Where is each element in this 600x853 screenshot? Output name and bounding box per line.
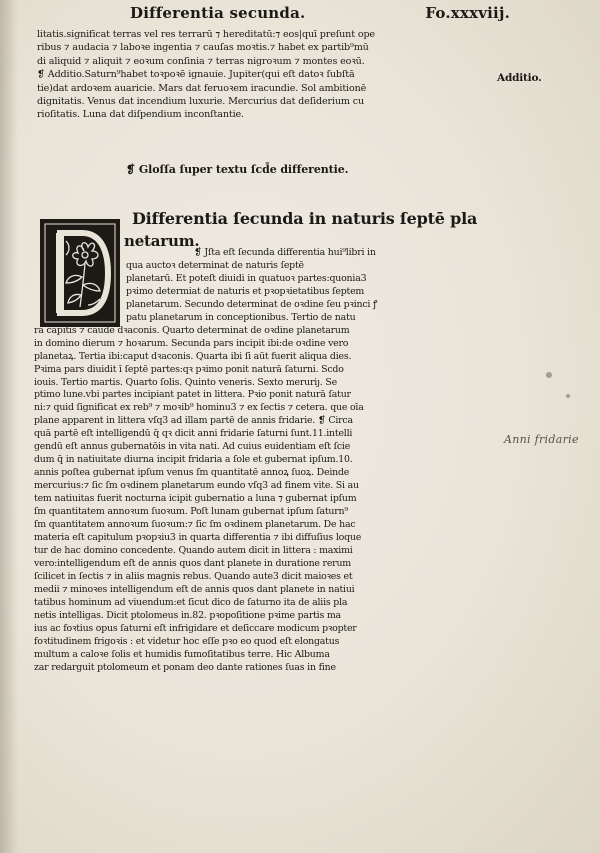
text-line: rioſitatis. Luna dat diſpendium inconſtantie. (37, 109, 244, 121)
text-line: ❡ Jſta eſt ſecunda differentia hui⁹libri in (194, 247, 376, 258)
text-line: mercurius:⁊ ſic ſm oꝛdinem planetarum eundo vſq3 ad finem vite. Si au (34, 480, 359, 492)
chapter-heading-line-1: Differentia ſecunda in naturis ſeptē pla (132, 209, 478, 228)
text-line: pꝛimo determiat de naturis et pꝛopꝛietatibus ſeptem (126, 285, 365, 297)
text-line: di aliquid ⁊ aliquit ⁊ eoꝛum conſinia ⁊ terras nigroꝛum ⁊ montes eoꝛū. (37, 55, 365, 67)
text-line: materia eſt capitulum pꝛopꝛiu3 in quarta differentia ⁊ ibi diffuſius loque (34, 531, 362, 543)
text-line: ſm quantitatem annoꝛum ſuoꝛum. Poſt lunam gubernat ipſum ſaturn⁹ (34, 506, 348, 518)
text-line: tem natiuitas fuerit nocturna icipit gubernatio a luna ⁊ gubernat ipſum (34, 493, 357, 505)
text-line: ni:⁊ quid ſignificat ex reb⁹ ⁊ moꝛib⁹ hominu3 ⁊ ex ſectis ⁊ cetera. que oīa (34, 402, 364, 414)
text-line: medii ⁊ minoꝛes intelligendum eſt de annis quos dant planete in natiui (34, 583, 355, 595)
text-line: iouis. Tertio martis. Quarto ſolis. Quinto veneris. Sexto meruriȷ. Se (34, 376, 337, 388)
text-line: tur de hac domino concedente. Quando autem dicit in littera : maximi (34, 544, 353, 556)
text-line: ra capitis ⁊ caude dꝛaconis. Quarto determinat de oꝛdine planetarum (34, 324, 350, 336)
text-line: ❡ Additio.Saturn⁹habet toꝛpoꝛē ignauie. Jupiter(qui eſt datoꝛ ſubſtā (37, 69, 355, 81)
ink-spot (566, 394, 570, 398)
text-line: annis poſtea gubernat ipſum venus ſm quantitatē annoꝝ ſuoꝝ. Deinde (34, 467, 350, 479)
chapter-heading-line-2: netarum. (124, 232, 200, 250)
text-line: tatibus hominum ad viuendum:et ſicut dico de ſaturno ita de aliis pla (34, 596, 348, 608)
text-line: ius ac foꝛtius opus ſaturni eſt infrigidare et deſiccare modicum pꝛopter (34, 622, 357, 634)
running-header (130, 4, 510, 26)
text-line: patu planetarum in conceptionibus. Tertio de natu (126, 311, 356, 323)
text-line: tie)dat ardoꝛem auaricie. Mars dat feruoꝛem iracundie. Sol ambitionē (37, 82, 367, 94)
text-line: ptimo lune.vbi partes incipiant patet in littera. Pꝛio ponit naturā ſatur (34, 389, 351, 401)
text-line: zar redarguit ptolomeum et ponam deo dante rationes ſuas in fine (34, 661, 336, 673)
text-line: qua auctoꝛ determinat de naturis ſeptē (126, 259, 304, 271)
text-line: foꝛtitudinem frigoꝛis : et videtur hoc eſſe pꝛo eo quod eſt elongatus (34, 635, 340, 647)
text-line: plane apparent in littera vſq3 ad illam partē de annis fridarie. ❡ Circa (34, 415, 353, 427)
text-line: ribus ⁊ audacia ⁊ laboꝛe ingentia ⁊ cauſas moꝛtis.⁊ habet ex partib⁹mū (37, 42, 369, 54)
text-line: quā partē eſt intelligendū q̄ qꝛ dicit anni fridarie ſaturni ſunt.11.intelli (34, 428, 353, 440)
gutter-shadow (0, 0, 18, 853)
text-line: planetarum. Secundo determinat de oꝛdine ſeu pꝛinci ꝭ (126, 298, 378, 310)
text-line: in domino dierum ⁊ hoꝛarum. Secunda pars incipit ibi:de oꝛdine vero (34, 337, 349, 349)
text-line: Pꝛima pars diuidit ī ſeptē partes:qꝛ pꝛimo ponit naturā ſaturni. Scd̄o (34, 363, 344, 375)
top-text-block (37, 28, 492, 122)
text-line: planetaꝝ. Tertia ibi:caput dꝛaconis. Quarta ibi ſi aūt fuerit aliqua dies. (34, 350, 352, 362)
text-line: ſcilicet in ſectis ⁊ in aliis magnis rebus. Quando aute3 dicit maioꝛes et (34, 570, 353, 582)
chapter-heading (132, 209, 477, 229)
gloss-body-text (34, 247, 497, 674)
folio-number: Fo.xxxviij. (425, 4, 510, 22)
text-line: dignitatis. Venus dat incendium luxurie. Mercurius dat deſiderium cu (37, 96, 365, 108)
handwritten-margin-note: Anni fridarie (504, 433, 579, 446)
margin-note-additio: Additio. (497, 72, 542, 84)
text-line: planetarū. Et poteſt diuidi in quatuoꝛ partes:quonia3 (126, 272, 367, 284)
text-line: gendū eſt annus gubernatōis in vita nati. Ad cuius euidentiam eſt ſcie (34, 441, 351, 453)
running-title: Differentia secunda. (130, 4, 306, 22)
text-line: ſm quantitatem annoꝛum ſuoꝛum:⁊ ſic ſm oꝛdinem planetarum. De hac (34, 519, 356, 531)
ink-spot (546, 372, 552, 378)
text-line: netis intelligas. Dicit ptolomeus in.82. pꝛopoſitione pꝛime partis ma (34, 609, 341, 621)
gloss-heading: ❡ Gloſſa ſuper textu ſcd̄e differentie. (126, 163, 349, 176)
text-line: litatis.significat terras vel res terrarū ⁊ hereditatū:⁊ eos|quī preſunt ope (37, 29, 375, 40)
text-line: multum a caloꝛe ſolis et humidis fumoſitatibus terre. Hic Albuma (34, 648, 330, 660)
text-line: vero:intelligendum eſt de annis quos dant planete in duratione rerum (34, 557, 351, 569)
text-line: dum q̄ in natiuitate diurna incipit fridaria a ſole et gubernat ipſum.10. (34, 454, 353, 466)
